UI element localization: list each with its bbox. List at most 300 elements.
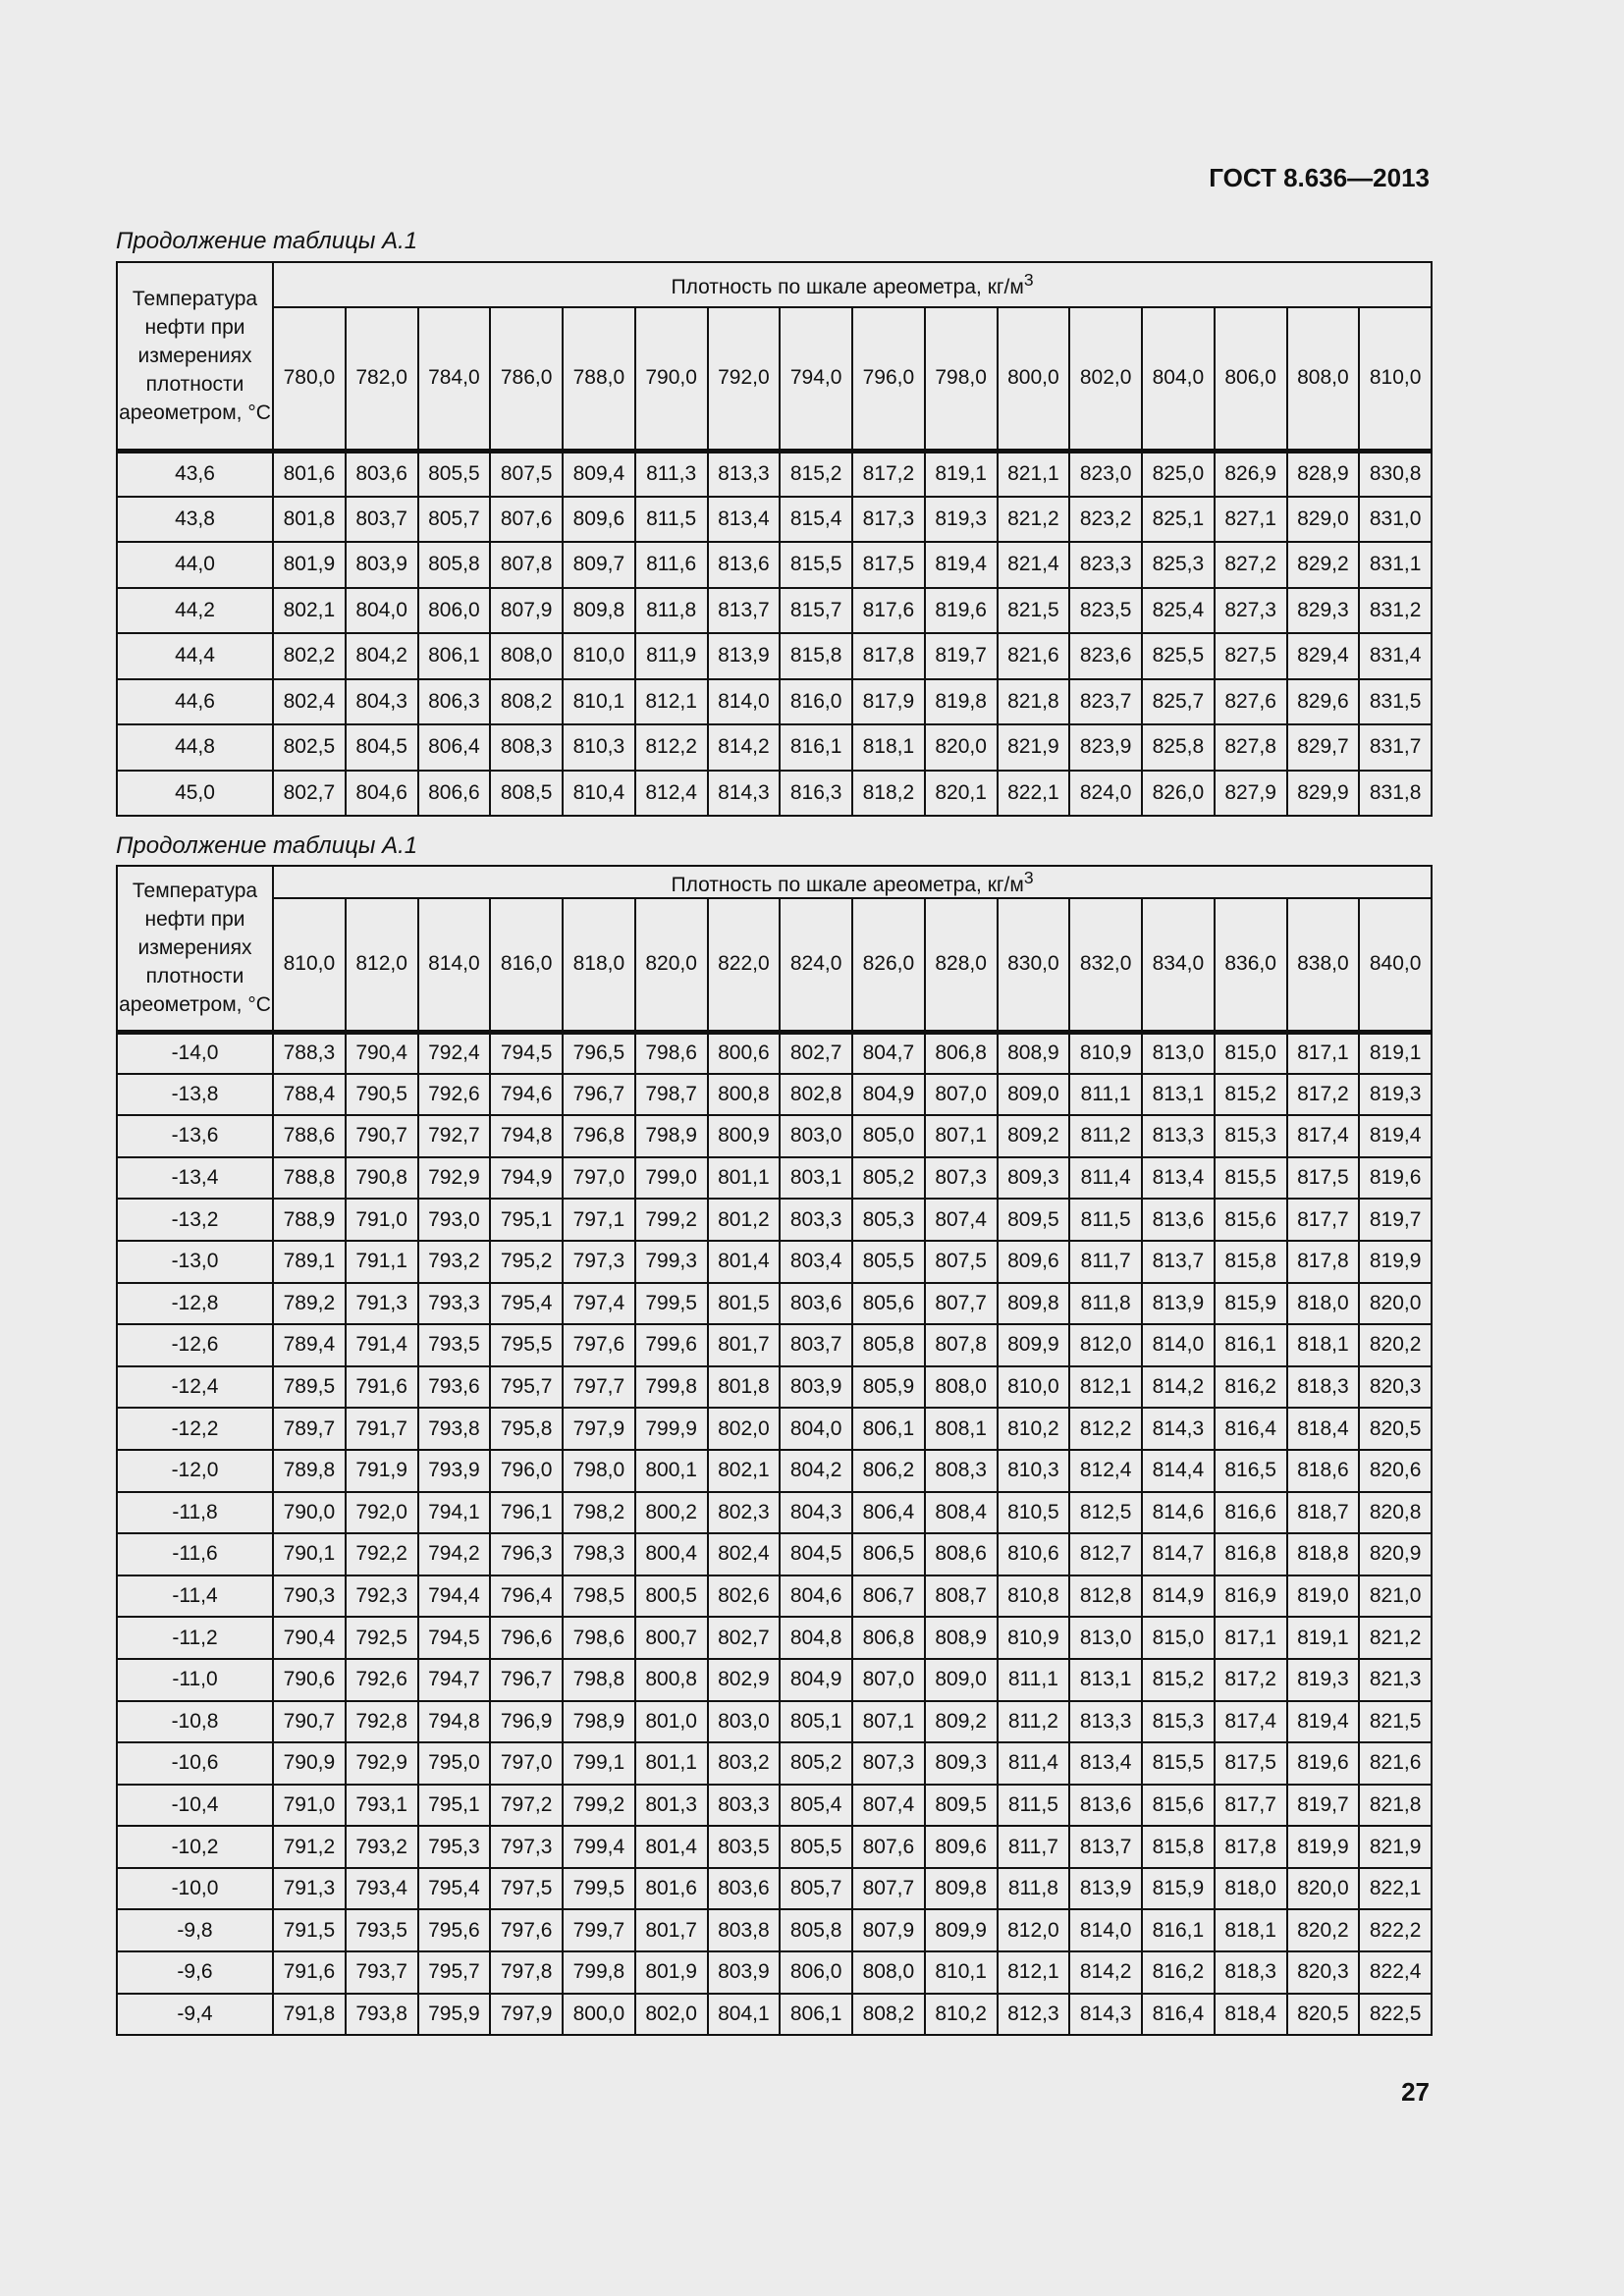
density-cell: 803,4 [780,1241,852,1283]
density-cell: 795,2 [490,1241,563,1283]
density-cell: 823,7 [1069,679,1142,725]
density-cell: 802,8 [780,1074,852,1116]
density-cell: 791,7 [346,1408,418,1450]
density-cell: 809,9 [925,1909,998,1951]
density-cell: 813,1 [1142,1074,1215,1116]
density-cell: 831,5 [1359,679,1432,725]
density-cell: 811,2 [1069,1115,1142,1157]
temperature-cell: -13,4 [117,1157,273,1200]
density-cell: 817,8 [1287,1241,1360,1283]
density-cell: 825,8 [1142,724,1215,771]
density-cell: 802,4 [273,679,346,725]
density-cell: 809,8 [925,1868,998,1910]
density-cell: 823,6 [1069,633,1142,679]
temperature-cell: 45,0 [117,771,273,817]
density-cell: 792,8 [346,1701,418,1743]
table-row [117,1575,1432,1618]
density-cell: 807,4 [852,1785,925,1827]
table-row [117,1617,1432,1659]
density-cell: 829,4 [1287,633,1360,679]
density-cell: 802,7 [708,1617,781,1659]
temperature-cell: -13,8 [117,1074,273,1116]
density-cell: 808,3 [490,724,563,771]
density-cell: 815,6 [1215,1199,1287,1241]
density-cell: 808,1 [925,1408,998,1450]
density-cell: 815,4 [780,497,852,543]
density-cell: 803,6 [346,451,418,497]
density-cell: 801,1 [708,1157,781,1200]
density-cell: 796,5 [563,1032,635,1074]
density-cell: 800,6 [708,1032,781,1074]
density-cell: 796,7 [490,1659,563,1701]
density-cell: 820,3 [1359,1366,1432,1409]
table-row [117,1241,1432,1283]
density-cell: 814,7 [1142,1533,1215,1575]
density-cell: 804,0 [780,1408,852,1450]
density-cell: 793,9 [418,1450,491,1492]
density-cell: 831,4 [1359,633,1432,679]
density-cell: 793,4 [346,1868,418,1910]
density-cell: 819,3 [1359,1074,1432,1116]
density-cell: 804,8 [780,1617,852,1659]
density-cell: 814,2 [708,724,781,771]
density-cell: 820,0 [925,724,998,771]
density-cell: 804,2 [346,633,418,679]
density-cell: 813,9 [1142,1283,1215,1325]
density-cell: 794,7 [418,1659,491,1701]
density-cell: 788,6 [273,1115,346,1157]
density-cell: 789,4 [273,1324,346,1366]
density-cell: 805,4 [780,1785,852,1827]
density-cell: 801,8 [708,1366,781,1409]
density-cell: 816,8 [1215,1533,1287,1575]
density-cell: 815,2 [1142,1659,1215,1701]
density-cell: 817,4 [1215,1701,1287,1743]
density-cell: 827,6 [1215,679,1287,725]
table-caption: Продолжение таблицы А.1 [116,832,418,859]
table-row [117,588,1432,634]
density-cell: 816,9 [1215,1575,1287,1618]
density-cell: 810,1 [563,679,635,725]
density-cell: 803,3 [780,1199,852,1241]
density-column-header: 798,0 [925,307,998,451]
density-cell: 798,8 [563,1659,635,1701]
density-cell: 792,3 [346,1575,418,1618]
density-cell: 813,7 [1069,1826,1142,1868]
density-cell: 797,7 [563,1366,635,1409]
density-cell: 817,5 [1215,1742,1287,1785]
density-cell: 795,4 [490,1283,563,1325]
density-cell: 802,6 [708,1575,781,1618]
density-cell: 806,7 [852,1575,925,1618]
temperature-cell: -12,4 [117,1366,273,1409]
density-cell: 795,3 [418,1826,491,1868]
density-cell: 802,5 [273,724,346,771]
density-column-header: 788,0 [563,307,635,451]
density-cell: 822,4 [1359,1951,1432,1994]
density-cell: 814,0 [1069,1909,1142,1951]
density-cell: 794,8 [418,1701,491,1743]
density-cell: 797,1 [563,1199,635,1241]
temperature-cell: 44,2 [117,588,273,634]
density-cell: 804,2 [780,1450,852,1492]
density-cell: 812,7 [1069,1533,1142,1575]
density-cell: 815,8 [1142,1826,1215,1868]
table-row [117,771,1432,817]
density-cell: 793,3 [418,1283,491,1325]
density-cell: 807,8 [490,542,563,588]
density-cell: 800,5 [635,1575,708,1618]
density-cell: 799,5 [563,1868,635,1910]
density-column-header: 794,0 [780,307,852,451]
density-cell: 809,4 [563,451,635,497]
density-cell: 793,1 [346,1785,418,1827]
density-cell: 805,8 [418,542,491,588]
temperature-cell: -12,2 [117,1408,273,1450]
density-cell: 796,1 [490,1492,563,1534]
density-cell: 790,4 [273,1617,346,1659]
density-cell: 789,2 [273,1283,346,1325]
density-column-header: 822,0 [708,898,781,1032]
density-cell: 814,3 [708,771,781,817]
density-cell: 829,0 [1287,497,1360,543]
density-cell: 799,5 [635,1283,708,1325]
density-cell: 795,8 [490,1408,563,1450]
density-cell: 816,1 [1142,1909,1215,1951]
density-cell: 821,8 [1359,1785,1432,1827]
density-header [273,866,1432,898]
density-cell: 825,4 [1142,588,1215,634]
density-cell: 810,8 [998,1575,1070,1618]
density-cell: 795,0 [418,1742,491,1785]
density-cell: 792,2 [346,1533,418,1575]
density-cell: 802,0 [708,1408,781,1450]
density-cell: 815,0 [1142,1617,1215,1659]
density-column-header: 830,0 [998,898,1070,1032]
density-cell: 791,2 [273,1826,346,1868]
density-cell: 823,2 [1069,497,1142,543]
density-cell: 828,9 [1287,451,1360,497]
table-row [117,542,1432,588]
density-cell: 791,3 [346,1283,418,1325]
density-cell: 813,9 [1069,1868,1142,1910]
density-cell: 810,2 [925,1994,998,2036]
density-cell: 814,0 [708,679,781,725]
temperature-cell: -11,8 [117,1492,273,1534]
density-cell: 819,4 [925,542,998,588]
density-cell: 818,3 [1287,1366,1360,1409]
density-cell: 801,5 [708,1283,781,1325]
density-cell: 810,3 [563,724,635,771]
density-cell: 811,4 [998,1742,1070,1785]
density-cell: 810,9 [1069,1032,1142,1074]
density-cell: 793,8 [346,1994,418,2036]
density-cell: 820,6 [1359,1450,1432,1492]
density-cell: 795,1 [418,1785,491,1827]
density-cell: 813,7 [1142,1241,1215,1283]
table-row [117,1909,1432,1951]
density-cell: 809,6 [998,1241,1070,1283]
density-cell: 791,0 [273,1785,346,1827]
density-cell: 799,4 [563,1826,635,1868]
density-cell: 819,7 [925,633,998,679]
density-cell: 812,3 [998,1994,1070,2036]
density-cell: 799,9 [635,1408,708,1450]
density-cell: 802,3 [708,1492,781,1534]
density-cell: 790,8 [346,1157,418,1200]
density-cell: 803,3 [708,1785,781,1827]
density-cell: 791,0 [346,1199,418,1241]
density-cell: 808,4 [925,1492,998,1534]
density-cell: 816,6 [1215,1492,1287,1534]
table-row [117,1157,1432,1200]
temperature-cell: -10,8 [117,1701,273,1743]
density-cell: 825,3 [1142,542,1215,588]
density-cell: 802,4 [708,1533,781,1575]
density-cell: 790,1 [273,1533,346,1575]
density-cell: 809,0 [998,1074,1070,1116]
density-cell: 795,7 [490,1366,563,1409]
density-cell: 831,8 [1359,771,1432,817]
density-cell: 809,3 [925,1742,998,1785]
density-cell: 790,0 [273,1492,346,1534]
density-cell: 813,7 [708,588,781,634]
density-cell: 795,9 [418,1994,491,2036]
density-cell: 811,5 [998,1785,1070,1827]
density-cell: 793,5 [346,1909,418,1951]
density-cell: 808,0 [852,1951,925,1994]
density-cell: 791,1 [346,1241,418,1283]
density-cell: 804,6 [346,771,418,817]
density-column-header: 840,0 [1359,898,1432,1032]
density-cell: 816,4 [1215,1408,1287,1450]
density-cell: 831,1 [1359,542,1432,588]
density-cell: 801,7 [708,1324,781,1366]
density-cell: 821,0 [1359,1575,1432,1618]
density-cell: 802,7 [273,771,346,817]
density-cell: 803,7 [346,497,418,543]
density-cell: 807,9 [490,588,563,634]
density-cell: 807,1 [852,1701,925,1743]
density-table-1 [116,261,1433,817]
temperature-cell: -12,6 [117,1324,273,1366]
density-cell: 793,6 [418,1366,491,1409]
density-cell: 811,3 [635,451,708,497]
density-cell: 817,1 [1215,1617,1287,1659]
density-cell: 831,2 [1359,588,1432,634]
density-cell: 809,8 [998,1283,1070,1325]
density-cell: 809,8 [563,588,635,634]
density-cell: 797,0 [563,1157,635,1200]
density-cell: 815,9 [1215,1283,1287,1325]
density-cell: 815,5 [780,542,852,588]
density-cell: 806,0 [780,1951,852,1994]
density-cell: 797,8 [490,1951,563,1994]
table-row [117,679,1432,725]
density-cell: 804,1 [708,1994,781,2036]
density-cell: 803,7 [780,1324,852,1366]
density-cell: 805,5 [418,451,491,497]
density-cell: 797,9 [563,1408,635,1450]
temperature-cell: -11,4 [117,1575,273,1618]
density-cell: 827,8 [1215,724,1287,771]
density-cell: 819,1 [925,451,998,497]
density-cell: 825,5 [1142,633,1215,679]
density-cell: 829,6 [1287,679,1360,725]
density-column-header: 818,0 [563,898,635,1032]
density-cell: 805,0 [852,1115,925,1157]
density-cell: 813,4 [708,497,781,543]
density-cell: 811,4 [1069,1157,1142,1200]
density-cell: 798,2 [563,1492,635,1534]
table-row [117,1492,1432,1534]
density-cell: 808,7 [925,1575,998,1618]
density-cell: 801,2 [708,1199,781,1241]
density-cell: 797,5 [490,1868,563,1910]
density-cell: 814,3 [1069,1994,1142,2036]
density-cell: 809,5 [998,1199,1070,1241]
density-cell: 794,6 [490,1074,563,1116]
temperature-cell: 44,4 [117,633,273,679]
density-cell: 817,2 [1287,1074,1360,1116]
density-cell: 821,9 [998,724,1070,771]
density-cell: 805,2 [852,1157,925,1200]
table-row [117,1868,1432,1910]
density-cell: 799,6 [635,1324,708,1366]
density-cell: 797,0 [490,1742,563,1785]
density-cell: 815,2 [780,451,852,497]
density-cell: 794,4 [418,1575,491,1618]
density-cell: 807,7 [852,1868,925,1910]
density-column-header: 790,0 [635,307,708,451]
density-column-header: 810,0 [1359,307,1432,451]
density-cell: 801,9 [273,542,346,588]
density-cell: 813,3 [708,451,781,497]
temperature-cell: -12,8 [117,1283,273,1325]
density-cell: 818,8 [1287,1533,1360,1575]
density-cell: 817,2 [852,451,925,497]
density-cell: 790,7 [273,1701,346,1743]
density-cell: 806,8 [852,1617,925,1659]
density-cell: 799,3 [635,1241,708,1283]
density-cell: 804,9 [780,1659,852,1701]
density-cell: 802,1 [708,1450,781,1492]
density-cell: 810,6 [998,1533,1070,1575]
density-cell: 804,3 [780,1492,852,1534]
density-cell: 821,2 [1359,1617,1432,1659]
table-row [117,1408,1432,1450]
density-cell: 811,8 [998,1868,1070,1910]
density-cell: 804,5 [780,1533,852,1575]
temperature-cell: -11,0 [117,1659,273,1701]
density-cell: 790,6 [273,1659,346,1701]
density-cell: 788,3 [273,1032,346,1074]
density-cell: 809,6 [925,1826,998,1868]
density-cell: 791,8 [273,1994,346,2036]
density-cell: 816,3 [780,771,852,817]
density-cell: 798,0 [563,1450,635,1492]
density-cell: 806,3 [418,679,491,725]
density-cell: 822,2 [1359,1909,1432,1951]
density-cell: 816,2 [1142,1951,1215,1994]
density-cell: 823,3 [1069,542,1142,588]
density-cell: 815,5 [1215,1157,1287,1200]
density-cell: 811,9 [635,633,708,679]
density-cell: 801,7 [635,1909,708,1951]
density-cell: 817,8 [1215,1826,1287,1868]
density-cell: 806,2 [852,1450,925,1492]
density-cell: 789,8 [273,1450,346,1492]
density-cell: 820,0 [1287,1868,1360,1910]
density-cell: 807,7 [925,1283,998,1325]
density-cell: 807,9 [852,1909,925,1951]
density-cell: 809,3 [998,1157,1070,1200]
density-cell: 800,4 [635,1533,708,1575]
density-cell: 819,8 [925,679,998,725]
density-cell: 808,0 [925,1366,998,1409]
density-cell: 813,6 [708,542,781,588]
density-cell: 801,6 [273,451,346,497]
density-cell: 810,2 [998,1408,1070,1450]
density-cell: 818,0 [1215,1868,1287,1910]
density-cell: 797,3 [490,1826,563,1868]
density-cell: 806,1 [780,1994,852,2036]
density-cell: 829,9 [1287,771,1360,817]
temperature-cell: -14,0 [117,1032,273,1074]
density-cell: 801,4 [635,1826,708,1868]
density-cell: 806,4 [852,1492,925,1534]
density-cell: 792,6 [418,1074,491,1116]
temperature-header: Температура нефти при измерениях плотности ареометром, °С [117,262,273,451]
density-cell: 791,6 [346,1366,418,1409]
density-unit-superscript: 3 [1023,270,1034,290]
density-cell: 789,5 [273,1366,346,1409]
density-cell: 795,6 [418,1909,491,1951]
table-row [117,1324,1432,1366]
density-column-header: 832,0 [1069,898,1142,1032]
density-cell: 827,3 [1215,588,1287,634]
density-cell: 801,8 [273,497,346,543]
density-cell: 813,4 [1069,1742,1142,1785]
density-cell: 823,9 [1069,724,1142,771]
density-cell: 818,2 [852,771,925,817]
density-unit-superscript: 3 [1023,867,1034,887]
density-cell: 788,4 [273,1074,346,1116]
density-cell: 804,3 [346,679,418,725]
density-cell: 803,6 [780,1283,852,1325]
density-cell: 820,2 [1287,1909,1360,1951]
density-header-label: Плотность по шкале ареометра, кг/м [671,873,1024,896]
table-row [117,1533,1432,1575]
density-cell: 812,0 [1069,1324,1142,1366]
density-cell: 813,6 [1069,1785,1142,1827]
density-cell: 794,8 [490,1115,563,1157]
density-cell: 803,5 [708,1826,781,1868]
density-cell: 812,4 [1069,1450,1142,1492]
density-cell: 795,5 [490,1324,563,1366]
temperature-cell: -13,6 [117,1115,273,1157]
density-cell: 788,8 [273,1157,346,1200]
density-cell: 799,8 [563,1951,635,1994]
density-column-header: 802,0 [1069,307,1142,451]
density-cell: 792,7 [418,1115,491,1157]
density-cell: 819,1 [1287,1617,1360,1659]
density-cell: 813,9 [708,633,781,679]
density-cell: 811,8 [635,588,708,634]
density-cell: 821,4 [998,542,1070,588]
density-cell: 795,4 [418,1868,491,1910]
density-cell: 819,6 [1359,1157,1432,1200]
